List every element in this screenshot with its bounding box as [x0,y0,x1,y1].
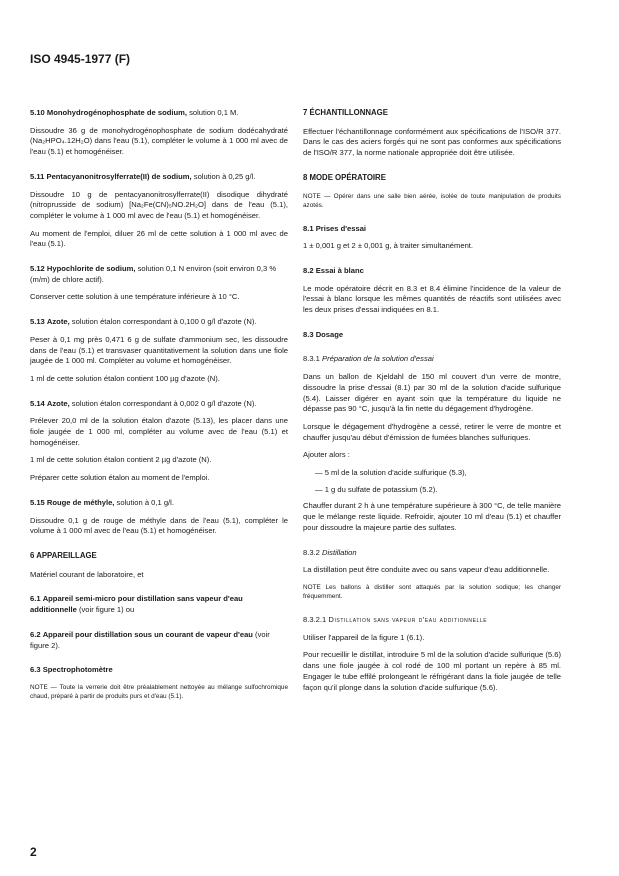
paragraph: La distillation peut être conduite avec ou sans vapeur d'eau additionnelle. [303,565,550,575]
section-title: Azote, [46,398,70,408]
paragraph: Le mode opératoire décrit en 8.3 et 8.4 élimine l'incidence de la valeur de l'essai à blanc lorsque les mêmes quantités de réactifs sont utilisées avec les deux prises d'essai indiquées en 8.1. [303,283,561,315]
section-subtitle: (voir figure 1) ou [76,605,135,615]
section-number: 5.11 [30,171,45,181]
paragraph: Pour recueillir le distillat, introduire 5 ml de la solution d'acide sulfurique (5.6) dans une fiole jaugée à col rodé de 100 ml portant un repère à 85 ml. Engager le tube effilé prolongeant le réfrigérant dans la fiole jaugée de telle façon qu'il plonge dans la solution d'acide sulfurique (5.6). [303,650,561,692]
paragraph: Peser à 0,1 mg près 0,471 6 g de sulfate d'ammonium sec, les dissoudre dans de l'eau (5.1) et transvaser quantitativement la solution dans une fiole jaugée de 1 000 ml. Compléter au volume et homogénéiser. [30,334,288,366]
section-number: 8.3 [303,329,314,339]
section-title: Monohydrogénophosphate de sodium, [46,108,187,117]
paragraph: Conserver cette solution à une température inférieure à 10 °C. [30,292,240,302]
paragraph: 1 ± 0,001 g et 2 ± 0,001 g, à traiter simultanément. [303,241,474,251]
section-6-3-heading [30,665,288,676]
section-subtitle: solution à 0,25 g/l. [191,171,256,181]
section-number: 6.1 [30,594,41,604]
section-title: Appareil semi-micro pour distillation sans vapeur d'eau additionnelle [30,594,243,615]
section-6-2-heading [30,630,288,651]
paragraph: Dissoudre 0,1 g de rouge de méthyle dans de l'eau (5.1), compléter le volume à 1 000 ml avec de l'eau (5.1) et homogénéiser. [30,515,288,536]
section-number: 6.2 [30,629,41,639]
page-number: 2 [30,845,37,859]
paragraph: Ajouter alors : [303,450,350,460]
note-label: NOTE [303,583,321,591]
paragraph: Effectuer l'échantillonnage conformément aux spécifications de l'ISO/R 377. Dans le cas des aciers forgés qui ne sont pas conformes aux spécifications de l'ISO/R 377, la norme nationale appropriée doit être utilisée. [303,126,561,158]
paragraph: Au moment de l'emploi, diluer 26 ml de cette solution à 1 000 ml avec de l'eau (5.1). [30,228,288,249]
section-title: Pentacyanonitrosylferrate(II) de sodium, [46,171,192,181]
paragraph: Dissoudre 36 g de monohydrogénophosphate de sodium dodécahydraté (Na₂HPO₄.12H₂O) dans l'eau (5.1), compléter le volume à 1 000 ml avec de l'eau (5.1) et homogénéiser. [30,125,288,157]
paragraph: Lorsque le dégagement d'hydrogène a cessé, retirer le verre de montre et chauffer jusqu'au début d'émission de fumées blanches sulfuriques. [303,421,561,442]
section-subtitle: solution 0,1 N environ (soit environ 0,3 % (m/m) de chlore actif). [30,264,277,284]
section-8-1-heading [303,224,561,235]
section-title: Distillation sans vapeur d'eau additionnelle [328,614,488,624]
section-number: 8.2 [303,265,314,275]
section-5-12-heading [30,264,288,285]
paragraph: 1 ml de cette solution étalon contient 2 µg d'azote (N). [30,455,212,465]
note-text: Opérer dans une salle bien aérée, isolée de toute manipulation de produits azotés. [303,192,561,209]
note [303,192,561,210]
section-8-3-2-heading [303,548,561,559]
section-number: 6.3 [30,665,41,675]
section-number: 5.15 [30,497,45,507]
section-8-2-heading [303,266,561,277]
left-column [30,108,288,709]
section-number: 5.10 [30,108,45,117]
paragraph: Dissoudre 10 g de pentacyanonitrosylferrate(II) disodique dihydraté (nitroprusside de sodium) [Na₂Fe(CN)₅NO.2H₂O] dans de l'eau (5.1), compléter le volume à 1 000 ml avec de l'eau (5.1) et homogénéiser. [30,189,288,220]
section-title: Dosage [315,329,344,339]
section-title: Rouge de méthyle, [46,497,115,507]
section-8-3-2-1-heading [303,615,561,626]
section-5-13-heading [30,317,288,328]
section-5-10-heading [30,108,288,119]
section-title: Azote, [46,317,70,327]
section-6-1-heading [30,594,288,615]
section-title: Prises d'essai [315,223,367,233]
section-number: 5.12 [30,264,45,274]
section-number: 8.1 [303,223,314,233]
section-5-15-heading [30,498,288,509]
note-text: Les ballons à distiller sont attaqués par la solution sodique; les changer fréquemment. [303,583,561,600]
section-title: Hypochlorite de sodium, [46,264,136,274]
section-number: 5.13 [30,317,45,327]
section-title: Appareil pour distillation sous un courant de vapeur d'eau [42,629,253,639]
note-text: Toute la verrerie doit être préalablement nettoyée au mélange sulfochromique chaud, préparé à partir de produits purs et d'eau (5.1). [30,683,289,700]
note [303,583,561,601]
section-title: Spectrophotomètre [42,665,113,675]
section-number: 5.14 [30,398,45,408]
paragraph: Utiliser l'appareil de la figure 1 (6.1). [303,632,425,642]
paragraph: Chauffer durant 2 h à une température supérieure à 300 °C, de telle manière que le mélange reste liquide. Refroidir, ajouter 10 ml d'eau (5.1) et chauffer pour dissoudre la majeure partie des sulfates. [303,501,561,532]
list-item: — 1 g du sulfate de potassium (5.2). [315,484,438,494]
paragraph: 1 ml de cette solution étalon contient 100 µg d'azote (N). [30,373,220,383]
section-7-heading: 7 ÉCHANTILLONNAGE [303,108,388,117]
note [30,683,288,701]
section-title: Essai à blanc [315,265,364,275]
section-subtitle: solution étalon correspondant à 0,100 0 g/l d'azote (N). [69,317,257,327]
document-id: ISO 4945-1977 (F) [30,52,131,66]
paragraph: Dans un ballon de Kjeldahl de 150 ml couvert d'un verre de montre, dissoudre la prise d'essai (8.1) par 30 ml de la solution d'acide sulfurique (5.4). Laisser digérer en ayant soin que la température du liquide ne dépasse pas 90 °C, jusqu'à la fin nette du dégagement d'hydrogène. [303,372,561,414]
section-8-heading: 8 MODE OPÉRATOIRE [303,172,386,182]
section-subtitle: solution étalon correspondant à 0,002 0 g/l d'azote (N). [69,398,257,408]
list-item: — 5 ml de la solution d'acide sulfurique (5.3), [315,468,467,478]
paragraph: Préparer cette solution étalon au moment de l'emploi. [30,473,210,483]
section-5-14-heading [30,399,288,410]
section-number: 8.3.1 [303,354,320,364]
section-subtitle: solution 0,1 M. [186,108,239,117]
section-5-11-heading [30,172,288,183]
section-title: Préparation de la solution d'essai [322,354,434,364]
section-number: 8.3.2.1 [303,614,327,624]
section-8-3-heading [303,330,561,341]
section-subtitle: (voir figure 2). [30,629,270,650]
paragraph: Matériel courant de laboratoire, et [30,569,144,579]
section-8-3-1-heading [303,354,561,365]
note-label: NOTE — [303,192,331,200]
right-column [303,108,561,700]
section-number: 8.3.2 [303,547,320,557]
section-subtitle: solution à 0,1 g/l. [114,497,174,507]
note-label: NOTE — [30,683,57,691]
section-6-heading: 6 APPAREILLAGE [30,550,97,560]
paragraph: Prélever 20,0 ml de la solution étalon d'azote (5.13), les placer dans une fiole jaugée de 1 000 ml, compléter au volume avec de l'eau (5.1) et homogénéiser. [30,416,288,447]
section-title: Distillation [322,547,357,557]
